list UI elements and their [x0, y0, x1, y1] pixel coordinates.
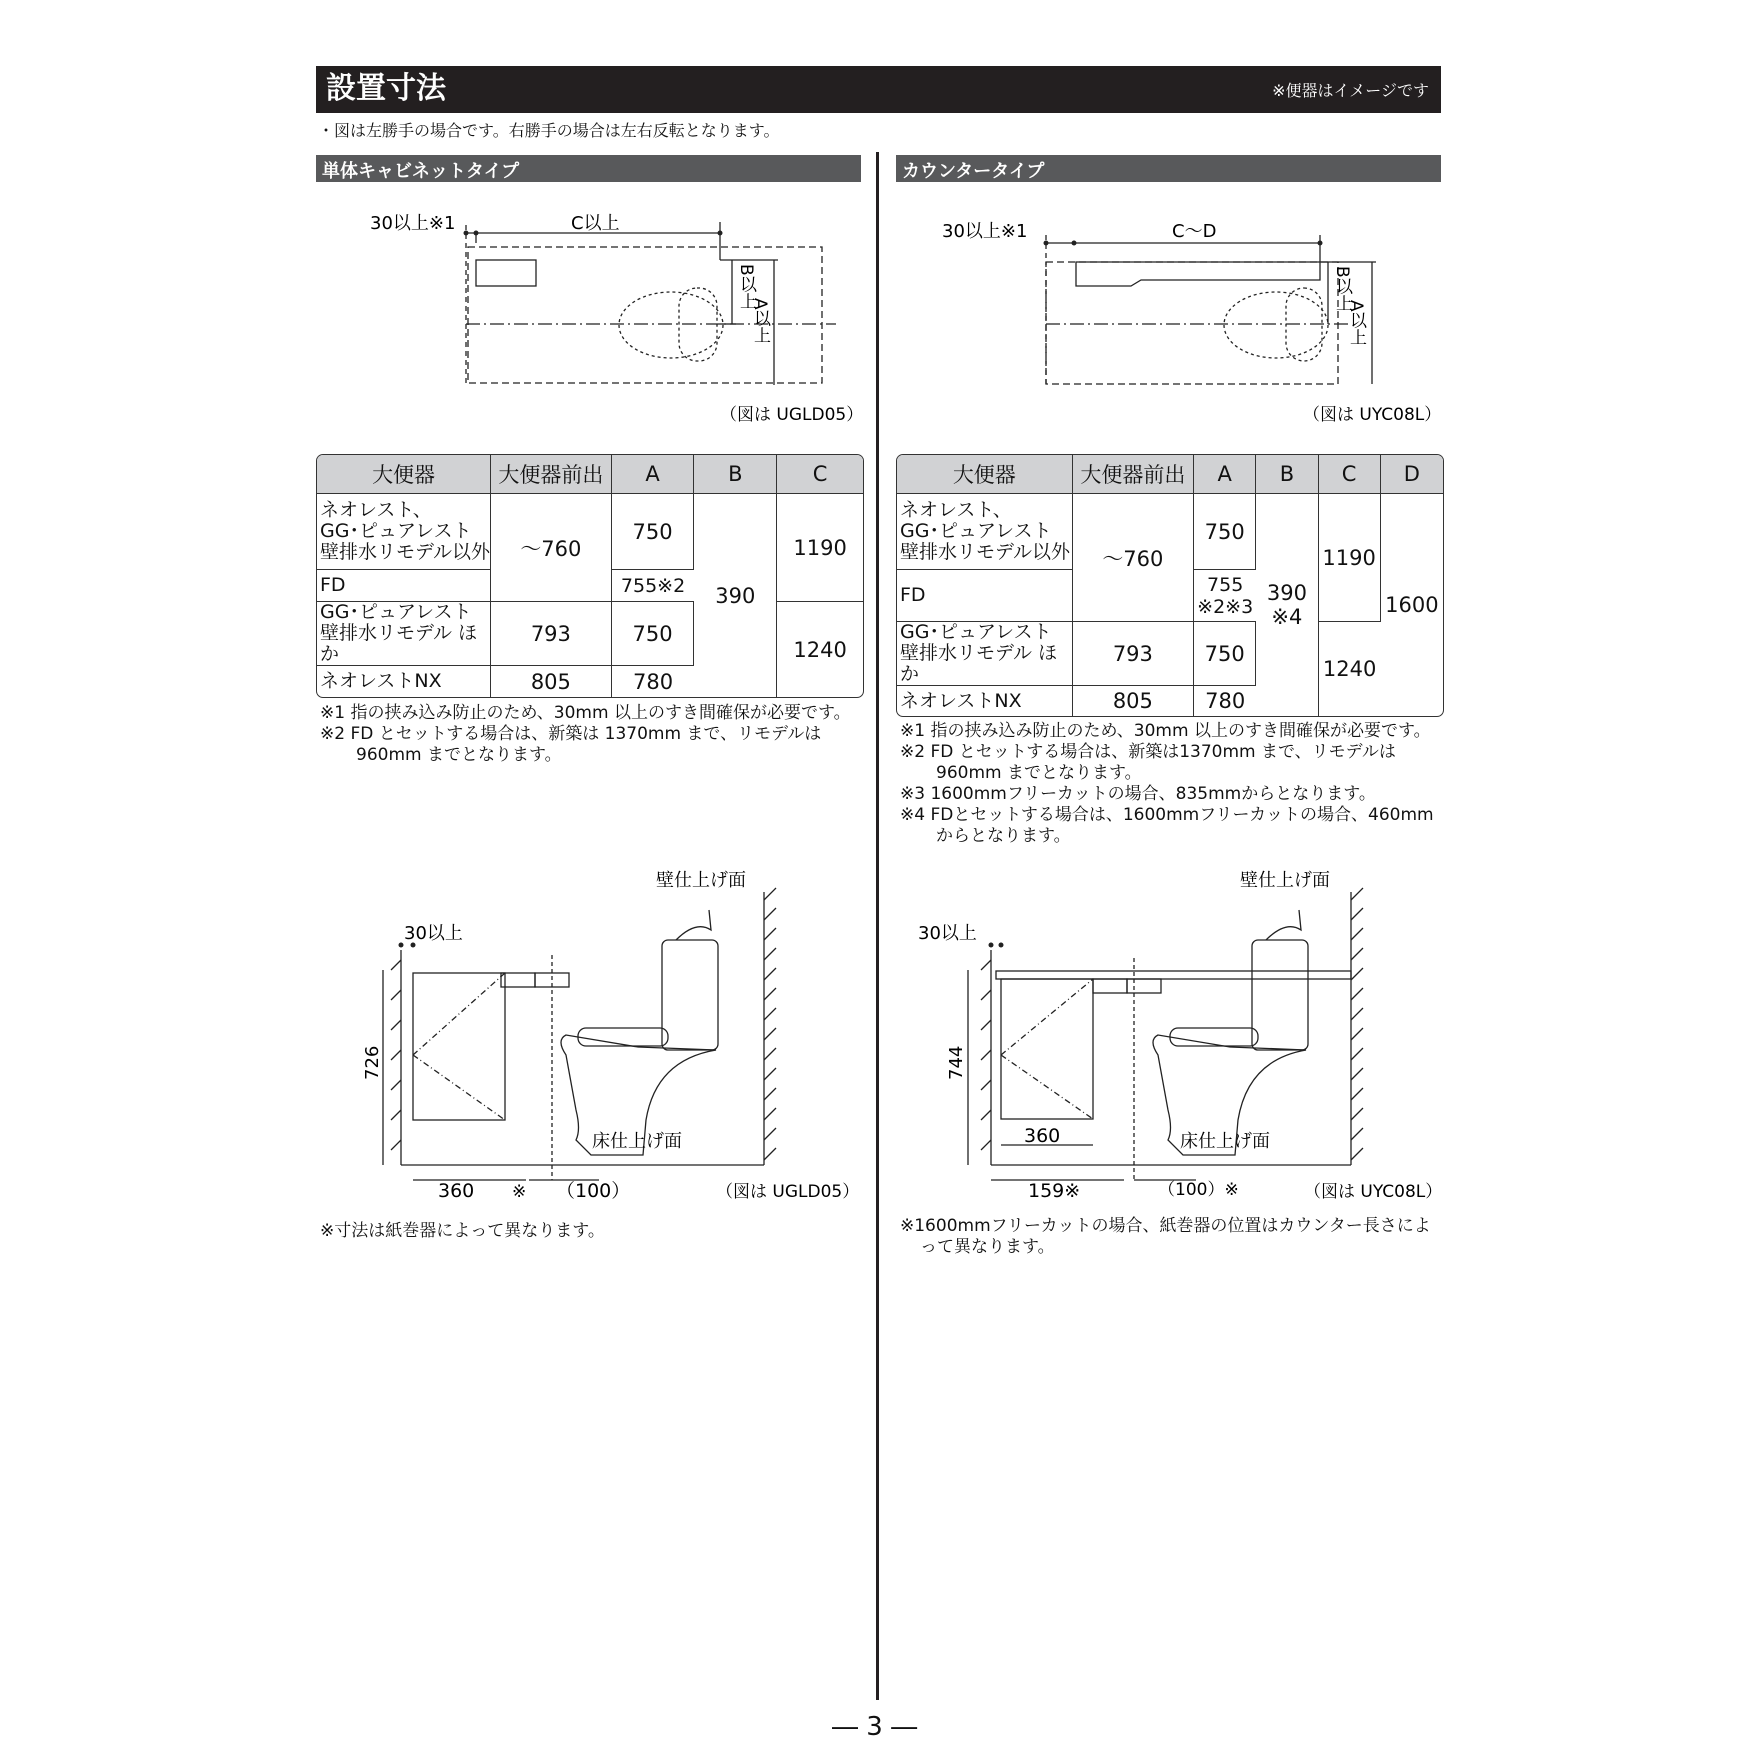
col-header: D	[1381, 455, 1443, 494]
notes-counter	[900, 721, 1448, 847]
plan-b-label: B以上	[1332, 266, 1352, 312]
row-name: GG･ピュアレスト 壁排水リモデル ほか	[317, 602, 491, 666]
footnote-text: ※1600mmフリーカットの場合、紙巻器の位置はカウンター長さによって異なります。	[900, 1216, 1431, 1257]
cabinet-body	[413, 973, 505, 1120]
cell-a: 750	[1194, 622, 1256, 686]
section-title-cabinet: 単体キャビネットタイプ	[322, 161, 520, 182]
cell-a: 755 ※2※3	[1194, 570, 1256, 622]
paper-holder	[1127, 979, 1161, 993]
column-divider	[876, 152, 879, 1700]
toilet-seat	[578, 1028, 668, 1046]
cell-c: 1240	[793, 637, 847, 662]
cell-front: ～760	[491, 494, 611, 602]
footnote-counter	[900, 1216, 1440, 1258]
row-name: ネオレストNX	[897, 686, 1073, 716]
plan-gap-label: 30以上※1	[942, 221, 1028, 242]
elev-floor-label: 床仕上げ面	[1180, 1131, 1270, 1152]
elev-height-label: 726	[362, 1045, 383, 1080]
col-header: B	[694, 455, 777, 494]
cell-front: 805	[1073, 686, 1194, 716]
plan-diagram-counter	[896, 200, 1446, 440]
toilet-bowl	[1224, 292, 1328, 358]
page-title: 設置寸法	[326, 71, 446, 106]
elev-gap-label: 30以上	[918, 923, 977, 944]
row-name: GG･ピュアレスト 壁排水リモデル ほか	[897, 622, 1073, 686]
col-header: 大便器前出	[1073, 455, 1194, 494]
door-swing	[1001, 979, 1093, 1119]
spec-table-cabinet	[316, 454, 864, 698]
col-header: C	[777, 455, 863, 494]
row-name: FD	[897, 570, 1073, 622]
row-name: ネオレストNX	[317, 666, 491, 697]
cell-c: 1240	[1322, 657, 1377, 681]
counter-shape	[1076, 262, 1320, 286]
note-item: ※3 1600mmフリーカットの場合、835mmからとなります。	[900, 784, 1376, 804]
row-name: ネオレスト、 GG･ピュアレスト 壁排水リモデル以外	[897, 494, 1073, 570]
elev-mark-label: ※	[512, 1182, 527, 1202]
plan-caption: （図は UGLD05）	[720, 405, 864, 425]
elev-360-label: 360	[438, 1180, 475, 1202]
cell-front: 793	[491, 602, 611, 666]
notes-cabinet	[320, 703, 868, 766]
cell-b: 390 ※4	[1256, 494, 1318, 716]
elev-height-label: 744	[946, 1045, 967, 1080]
col-header: 大便器前出	[491, 455, 611, 494]
cell-a: 750	[612, 602, 695, 666]
cabinet-body	[1001, 979, 1093, 1119]
cell-front: 805	[491, 666, 611, 697]
elevation-diagram-cabinet	[316, 860, 872, 1210]
intro-text: ・図は左勝手の場合です。右勝手の場合は左右反転となります。	[318, 121, 780, 140]
plan-width-label: C以上	[571, 213, 620, 234]
col-header: A	[1194, 455, 1256, 494]
elev-caption: （図は UGLD05）	[716, 1182, 860, 1202]
col-header: 大便器	[897, 455, 1073, 494]
wall-hatch	[981, 960, 991, 1150]
wall-hatch	[764, 888, 776, 1160]
cell-c: 1190	[777, 494, 863, 602]
page-number: ― 3 ―	[832, 1712, 918, 1742]
elev-360-label: 360	[1024, 1125, 1061, 1147]
section-title-counter: カウンタータイプ	[902, 161, 1045, 182]
spec-table-counter	[896, 454, 1444, 717]
section-header-counter	[896, 155, 1441, 182]
cell-c: 1190	[1319, 494, 1381, 622]
plan-gap-label: 30以上※1	[370, 213, 456, 234]
cell-a: 755※2	[612, 570, 695, 602]
col-header: C	[1319, 455, 1381, 494]
plan-a-label: A以上	[750, 298, 770, 344]
door-swing	[413, 973, 505, 1120]
row-name: FD	[317, 570, 491, 602]
plan-diagram-cabinet	[316, 200, 866, 440]
elev-159-label: 159※	[1028, 1180, 1081, 1202]
wall-hatch	[391, 960, 401, 1150]
wall-hatch	[1351, 888, 1363, 1160]
plan-a-label: A以上	[1346, 300, 1366, 346]
cell-front: 793	[1073, 622, 1194, 686]
footnote-cabinet: ※寸法は紙巻器によって異なります。	[320, 1221, 605, 1241]
elev-wall-label: 壁仕上げ面	[1240, 870, 1330, 891]
title-bar	[316, 66, 1441, 113]
cell-a: 750	[612, 494, 695, 570]
plan-b-label: B以上	[736, 264, 756, 310]
elev-floor-label: 床仕上げ面	[592, 1131, 682, 1152]
note-item: ※2 FD とセットする場合は、新築は1370mm まで、リモデルは960mm までとなります。	[900, 742, 1396, 783]
cell-b: 390	[694, 494, 777, 697]
elev-gap-label: 30以上	[404, 923, 463, 944]
note-item: ※1 指の挟み込み防止のため、30mm 以上のすき間確保が必要です。	[900, 721, 1431, 741]
cell-a: 750	[1194, 494, 1256, 570]
elev-caption: （図は UYC08L）	[1304, 1182, 1443, 1202]
col-header: B	[1256, 455, 1318, 494]
toilet-bowl	[619, 292, 723, 358]
cell-a: 780	[1205, 689, 1246, 713]
col-header: A	[612, 455, 695, 494]
paper-holder	[501, 973, 535, 987]
plan-caption: （図は UYC08L）	[1303, 405, 1442, 425]
elevation-diagram-counter	[896, 860, 1452, 1210]
note-item: ※2 FD とセットする場合は、新築は 1370mm まで、リモデルは 960mm までとなります。	[320, 724, 822, 765]
cell-a: 780	[632, 669, 674, 694]
cell-d: 1600	[1385, 593, 1439, 617]
note-item: ※1 指の挟み込み防止のため、30mm 以上のすき間確保が必要です。	[320, 703, 851, 723]
cell-front: ～760	[1073, 494, 1194, 622]
plan-width-label: C～D	[1172, 221, 1217, 242]
elev-100-label: （100）	[556, 1180, 631, 1202]
cabinet-shape	[476, 260, 536, 286]
tank-faucet	[1266, 910, 1301, 940]
row-name: ネオレスト、 GG･ピュアレスト 壁排水リモデル以外	[317, 494, 491, 570]
elev-100-label: （100）※	[1158, 1180, 1239, 1200]
section-header-cabinet	[316, 155, 861, 182]
elev-wall-label: 壁仕上げ面	[656, 870, 746, 891]
note-item: ※4 FDとセットする場合は、1600mmフリーカットの場合、460mm からとなります。	[900, 805, 1434, 846]
toilet-seat	[1170, 1028, 1258, 1046]
tank-faucet	[676, 910, 711, 940]
toilet-tank	[1252, 940, 1308, 1050]
col-header: 大便器	[317, 455, 491, 494]
counter-top	[996, 971, 1351, 979]
image-note: ※便器はイメージです	[1272, 81, 1429, 100]
toilet-tank	[662, 940, 718, 1050]
paper-holder	[1093, 979, 1127, 993]
